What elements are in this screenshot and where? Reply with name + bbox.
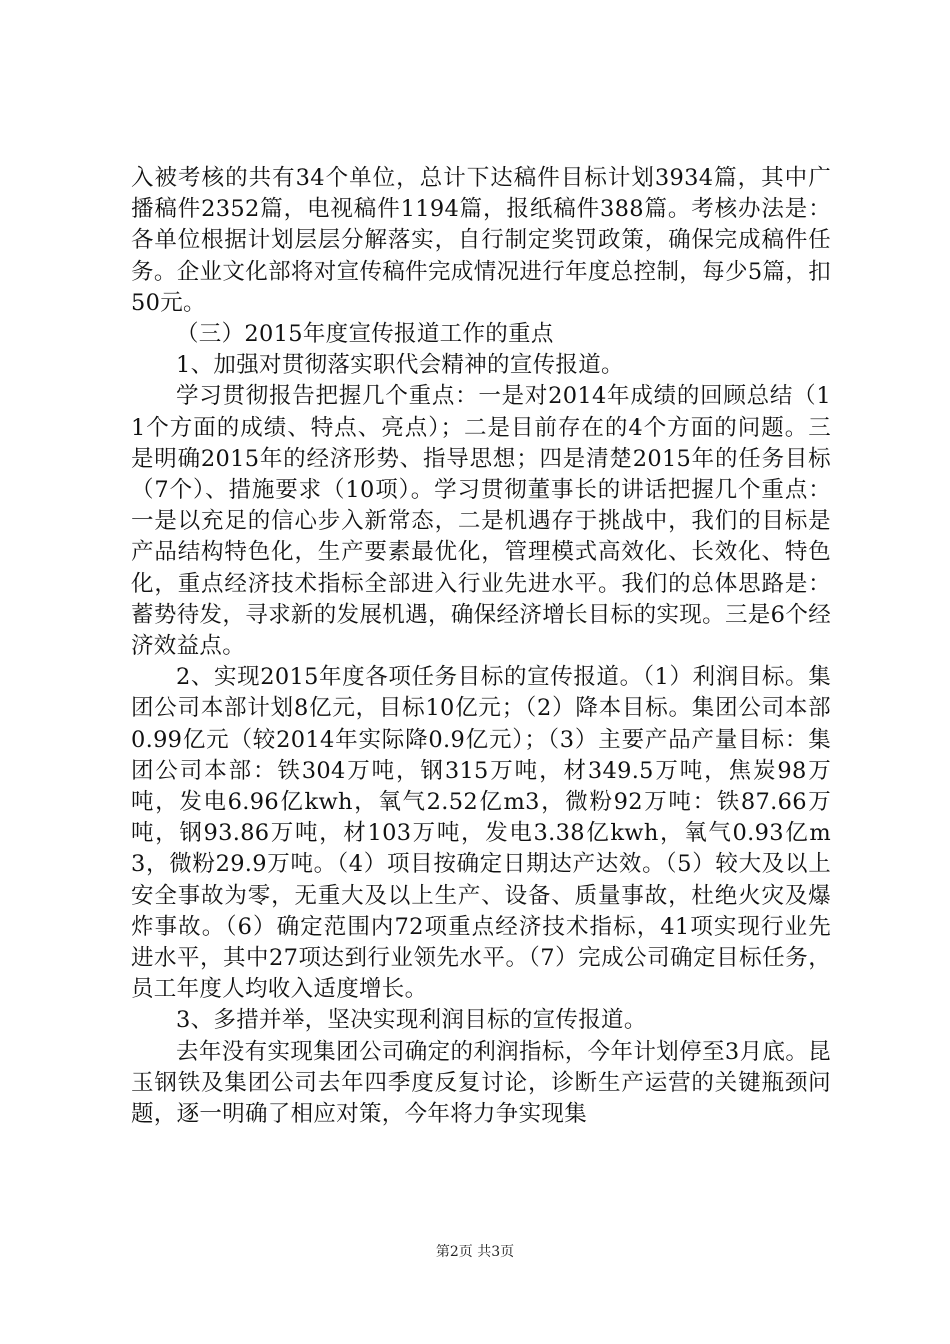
item-heading-1: 1、加强对贯彻落实职代会精神的宣传报道。 (176, 352, 624, 379)
paragraph-study-report: 学习贯彻报告把握几个重点：一是对2014年成绩的回顾总结（11个方面的成绩、特点、亮点）；二是目前存在的4个方面的问题。三是明确2015年的经济形势、指导思想；四是清楚2015年的任务目标（7个）、措施要求（10项）。学习贯彻董事长的讲话把握几个重点：一是以充足的信心步入新常态，二是机遇存于挑战中，我们的目标是产品结构特色化，生产要素最优化，管理模式高效化、长效化、特色化，重点经济技术指标全部进入行业先进水平。我们的总体思路是：蓄势待发，寻求新的发展机遇，确保经济增长目标的实现。三是6个经济效益点。 (131, 383, 831, 660)
page-footer: 第2页 共3页 (435, 1244, 515, 1260)
paragraph-targets: 2、实现2015年度各项任务目标的宣传报道。（1）利润目标。集团公司本部计划8亿元，目标10亿元；（2）降本目标。集团公司本部0.99亿元（较2014年实际降0.9亿元）；（3）主要产品产量目标：集团公司本部：铁304万吨，钢315万吨，材349.5万吨，焦炭98万吨，发电6.96亿kwh，氧气2.52亿m3，微粉92万吨：铁87.66万吨，钢93.86万吨，材103万吨，发电3.38亿kwh，氧气0.93亿m3，微粉29.9万吨。（4）项目按确定日期达产达效。（5）较大及以上安全事故为零，无重大及以上生产、设备、质量事故，杜绝火灾及爆炸事故。（6）确定范围内72项重点经济技术指标，41项实现行业先进水平，其中27项达到行业领先水平。（7）完成公司确定目标任务，员工年度人均收入适度增长。 (131, 664, 831, 1003)
section-heading: （三）2015年度宣传报道工作的重点 (176, 321, 554, 348)
paragraph-profit: 去年没有实现集团公司确定的利润指标，今年计划停至3月底。昆玉钢铁及集团公司去年四季度反复讨论，诊断生产运营的关键瓶颈问题，逐一明确了相应对策，今年将力争实现集 (131, 1038, 831, 1128)
paragraph-1: 入被考核的共有34个单位，总计下达稿件目标计划3934篇，其中广播稿件2352篇，电视稿件1194篇，报纸稿件388篇。考核办法是：各单位根据计划层层分解落实，自行制定奖罚政策，确保完成稿件任务。企业文化部将对宣传稿件完成情况进行年度总控制，每少5篇，扣50元。 (131, 165, 831, 316)
document-body (131, 163, 831, 1130)
item-heading-3: 3、多措并举，坚决实现利润目标的宣传报道。 (176, 1007, 647, 1034)
